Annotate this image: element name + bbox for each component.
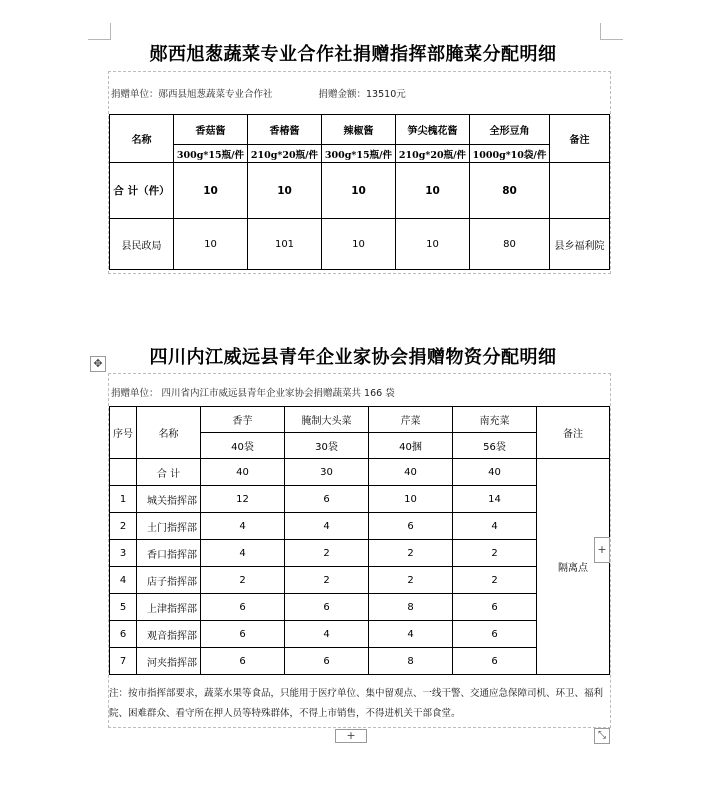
add-column-button[interactable]: +: [594, 537, 610, 563]
row-value: 4: [201, 540, 285, 567]
item-qty: 56袋: [453, 433, 537, 459]
table-row: [110, 648, 610, 675]
row-seq: 2: [110, 513, 137, 540]
row-value: 6: [453, 648, 537, 675]
product-spec: 210g*20瓶/件: [248, 145, 322, 163]
header-seq: 序号: [110, 407, 137, 459]
add-row-button[interactable]: +: [335, 729, 367, 743]
product-name: 香菇酱: [174, 115, 248, 145]
table-2: [109, 406, 610, 675]
total-value: 40: [369, 459, 453, 486]
row-name: 土门指挥部: [137, 513, 201, 540]
row-value: 12: [201, 486, 285, 513]
row-value: 4: [285, 621, 369, 648]
product-name: 辣椒酱: [322, 115, 396, 145]
row-seq: 3: [110, 540, 137, 567]
table-row: [110, 594, 610, 621]
product-name: 香椿酱: [248, 115, 322, 145]
note-isolation-point: 隔离点: [537, 459, 610, 675]
header-name: 名称: [110, 115, 174, 163]
total-value: 10: [322, 163, 396, 219]
row-value: 2: [453, 567, 537, 594]
row-value: 8: [369, 594, 453, 621]
total-note: [550, 163, 610, 219]
row-value: 2: [453, 540, 537, 567]
item-qty: 40袋: [201, 433, 285, 459]
row-name: 店子指挥部: [137, 567, 201, 594]
row-value: 2: [369, 540, 453, 567]
row-seq: 5: [110, 594, 137, 621]
total-label: 合 计: [137, 459, 201, 486]
item-qty: 30袋: [285, 433, 369, 459]
row-name: 城关指挥部: [137, 486, 201, 513]
row-value: 2: [285, 540, 369, 567]
row-value: 10: [174, 219, 248, 270]
row-name: 上津指挥部: [137, 594, 201, 621]
row-value: 6: [201, 621, 285, 648]
row-value: 4: [201, 513, 285, 540]
row-value: 6: [453, 594, 537, 621]
product-name: 笋尖槐花酱: [396, 115, 470, 145]
row-value: 6: [285, 594, 369, 621]
row-value: 2: [285, 567, 369, 594]
row-value: 10: [322, 219, 396, 270]
total-value: 10: [248, 163, 322, 219]
donor-line-1: [111, 86, 406, 100]
item-name: 香芋: [201, 407, 285, 433]
row-value: 6: [285, 486, 369, 513]
row-value: 6: [453, 621, 537, 648]
row-name: 县民政局: [110, 219, 174, 270]
header-note: 备注: [537, 407, 610, 459]
header-name: 名称: [137, 407, 201, 459]
header-note: 备注: [550, 115, 610, 163]
page-corner-mark: [88, 23, 111, 40]
row-value: 6: [201, 594, 285, 621]
table-1: [109, 114, 610, 270]
table-row: [110, 621, 610, 648]
product-name: 全形豆角: [470, 115, 550, 145]
donor-unit: 捐赠单位：郧西县旭葱蔬菜专业合作社: [111, 89, 273, 100]
product-spec: 1000g*10袋/件: [470, 145, 550, 163]
total-value: 80: [470, 163, 550, 219]
row-seq: 7: [110, 648, 137, 675]
row-name: 河夹指挥部: [137, 648, 201, 675]
heading-2: 四川内江威远县青年企业家协会捐赠物资分配明细: [149, 347, 557, 368]
heading-1: 郧西旭葱蔬菜专业合作社捐赠指挥部腌菜分配明细: [149, 44, 557, 65]
row-value: 14: [453, 486, 537, 513]
row-value: 2: [369, 567, 453, 594]
total-label: 合 计（件）: [110, 163, 174, 219]
row-value: 8: [369, 648, 453, 675]
product-spec: 300g*15瓶/件: [174, 145, 248, 163]
table-row: [110, 486, 610, 513]
donor-line-2: 捐赠单位： 四川省内江市威远县青年企业家协会捐赠蔬菜共 166 袋: [111, 388, 395, 399]
product-spec: 300g*15瓶/件: [322, 145, 396, 163]
page-corner-mark: [600, 23, 623, 40]
total-value: 10: [396, 163, 470, 219]
table-row: [110, 513, 610, 540]
product-spec: 210g*20瓶/件: [396, 145, 470, 163]
row-name: 香口指挥部: [137, 540, 201, 567]
row-seq: 1: [110, 486, 137, 513]
total-seq: [110, 459, 137, 486]
footnote: 注：按市指挥部要求，蔬菜水果等食品，只能用于医疗单位、集中留观点、一线干警、交通应急保障司机、环卫、福利院、困难群众、看守所在押人员等特殊群体，不得上市销售，不得进机关干部食堂。: [109, 688, 604, 719]
row-note: 县乡福利院: [550, 219, 610, 270]
item-name: 腌制大头菜: [285, 407, 369, 433]
row-value: 2: [201, 567, 285, 594]
item-qty: 40捆: [369, 433, 453, 459]
resize-icon[interactable]: ⤡: [594, 728, 610, 744]
move-icon[interactable]: ✥: [90, 356, 106, 372]
total-value: 40: [201, 459, 285, 486]
row-value: 10: [396, 219, 470, 270]
total-value: 40: [453, 459, 537, 486]
row-value: 6: [285, 648, 369, 675]
row-name: 观音指挥部: [137, 621, 201, 648]
total-value: 10: [174, 163, 248, 219]
row-value: 4: [285, 513, 369, 540]
row-value: 6: [201, 648, 285, 675]
table-row: [110, 219, 610, 270]
table-row: [110, 540, 610, 567]
table-row: [110, 567, 610, 594]
row-value: 80: [470, 219, 550, 270]
row-value: 101: [248, 219, 322, 270]
row-seq: 6: [110, 621, 137, 648]
row-value: 4: [453, 513, 537, 540]
row-value: 6: [369, 513, 453, 540]
item-name: 南充菜: [453, 407, 537, 433]
donor-amount: 捐赠金额：13510元: [318, 89, 406, 100]
row-seq: 4: [110, 567, 137, 594]
row-value: 4: [369, 621, 453, 648]
total-value: 30: [285, 459, 369, 486]
row-value: 10: [369, 486, 453, 513]
item-name: 芹菜: [369, 407, 453, 433]
